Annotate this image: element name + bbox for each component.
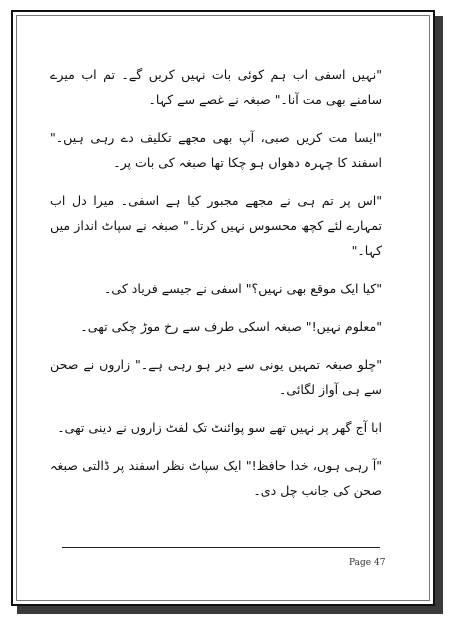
- page-number: Page 47: [349, 558, 386, 568]
- paragraph-7: ابا آج گھر پر نہیں تھے سو پوائنٹ تک لفٹ زاروں نے دینی تھی۔: [57, 420, 382, 435]
- paragraph-2: "ایسا مت کریں صبی، آپ بھی مجھے تکلیف دے رہی ہیں۔" اسفند کا چہرہ دھواں ہو چکا تھا صبغہ کی بات پر۔: [50, 130, 382, 170]
- paragraph-3: "اس پر تم ہی نے مجھے مجبور کیا ہے اسفی۔ میرا دل اب تمہارے لئے کچھ محسوس نہیں کرتا۔" صبغہ نے سپاٹ انداز میں کہا۔": [50, 193, 382, 258]
- paragraph-1: "نہیں اسفی اب ہم کوئی بات نہیں کریں گے۔ تم اب میرے سامنے بھی مت آنا۔" صبغہ نے غصے سے کہا۔: [50, 67, 382, 107]
- footer-rule: [62, 547, 380, 548]
- paragraph-6: "چلو صبغہ تمہیں یونی سے دیر ہو رہی ہے۔" زاروں نے صحن سے ہی آواز لگائی۔: [50, 357, 382, 397]
- paragraph-5: "معلوم نہیں!" صبغہ اسکی طرف سے رخ موڑ چکی تھی۔: [80, 319, 382, 334]
- document-body: [50, 62, 382, 516]
- paragraph-8: "آ رہی ہوں، خدا حافظ!" ایک سپاٹ نظر اسفند پر ڈالتی صبغہ صحن کی جانب چل دی۔: [50, 458, 382, 498]
- paragraph-4: "کیا ایک موقع بھی نہیں؟" اسفی نے جیسے فریاد کی۔: [103, 281, 382, 296]
